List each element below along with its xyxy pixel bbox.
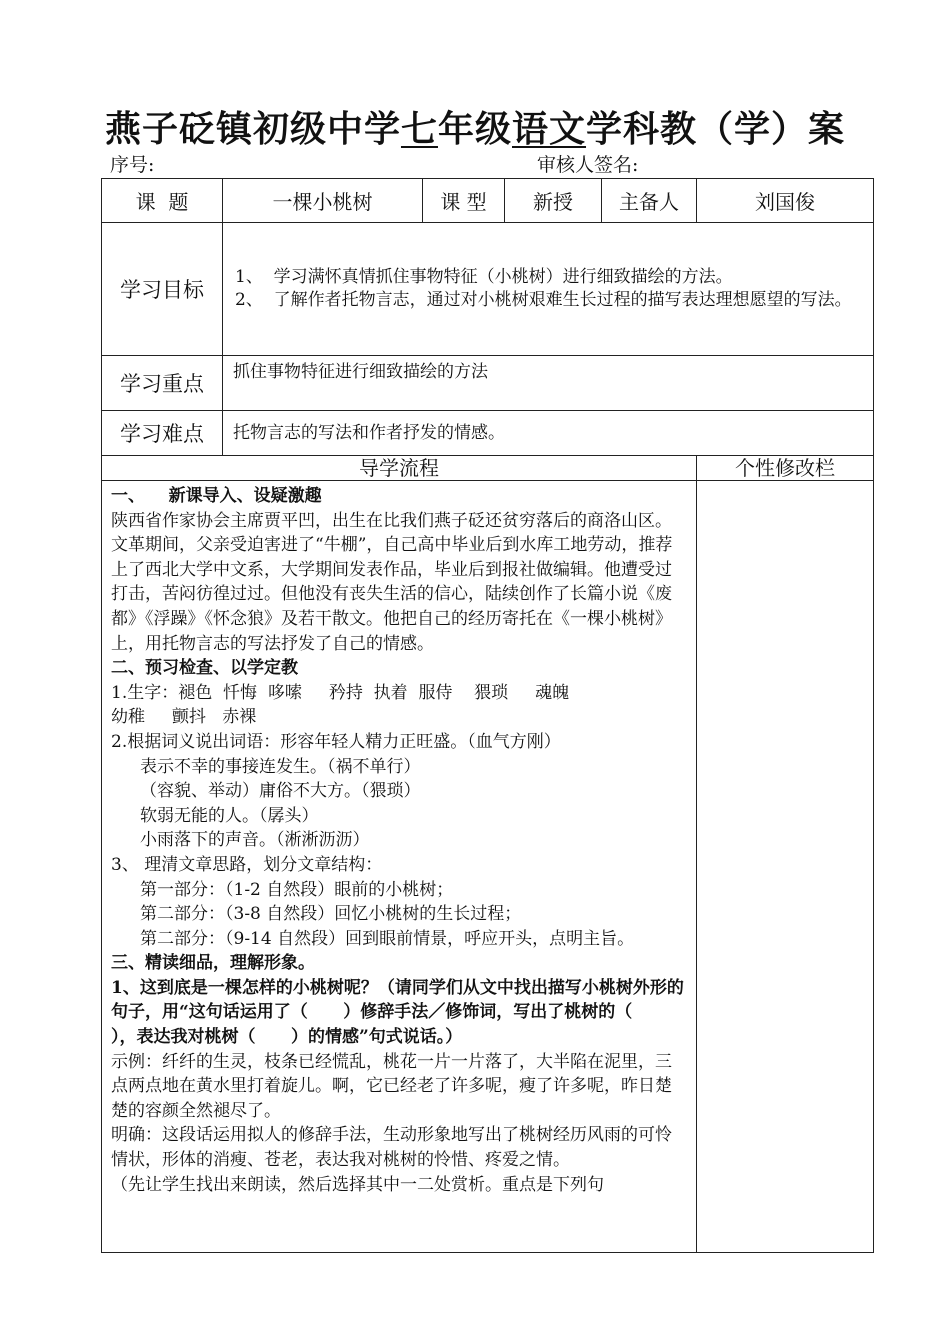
flow-line: 软弱无能的人。（孱头） (140, 805, 319, 826)
flow-line: 小雨落下的声音。（淅淅沥沥） (140, 830, 370, 851)
flow-header-row (102, 456, 874, 481)
flow-line: 3、 理清文章思路，划分文章结构： (111, 854, 383, 875)
flow-heading: 导学流程 (102, 456, 697, 481)
flow-line: （容貌、举动）庸俗不大方。（猥琐） (140, 781, 421, 802)
flow-line: 第二部分：（9-14 自然段）回到眼前情景，呼应开头，点明主旨。 (140, 928, 635, 949)
title-school: 燕子砭镇初级中学 (104, 108, 401, 150)
flow-line: 第一部分：（1-2 自然段）眼前的小桃树； (140, 879, 454, 900)
key-points-row (102, 356, 874, 411)
goals-label: 学习目标 (102, 223, 223, 356)
flow-line: 表示不幸的事接连发生。（祸不单行） (140, 756, 421, 777)
flow-line: 2.根据词义说出词语：形容年轻人精力正旺盛。（血气方刚） (111, 731, 561, 752)
difficulties-text: 托物言志的写法和作者抒发的情感。 (223, 411, 874, 456)
goals-content (223, 223, 874, 356)
flow-line: 二、预习检查、以学定教 (111, 658, 298, 679)
lesson-plan-table (101, 178, 874, 1253)
flow-line: 第二部分：（3-8 自然段）回忆小桃树的生长过程； (140, 904, 522, 925)
goal-item: 2、 了解作者托物言志，通过对小桃树艰难生长过程的描写表达理想愿望的写法。 (235, 290, 852, 310)
flow-line: 示例：纤纤的生灵，枝条已经慌乱，桃花一片一片落了，大半陷在泥里，三点两点地在黄水里打着旋儿。啊，它已经老了许多呢，瘦了许多呢，昨日楚楚的容颜全然褪尽了。 (111, 1051, 672, 1121)
flow-line: 明确：这段话运用拟人的修辞手法，生动形象地写出了桃树经历风雨的可怜情状，形体的消瘦、苍老，表达我对桃树的怜惜、疼爱之情。 (111, 1125, 672, 1171)
flow-line: 1.生字：褪色 忏悔 哆嗦 矜持 执着 服侍 猥琐 魂魄 (111, 682, 570, 703)
topic-label: 课 题 (102, 179, 223, 223)
difficulties-label: 学习难点 (102, 411, 223, 456)
title-suffix: 学科教（学）案 (586, 108, 846, 150)
serial-label: 序号: (110, 154, 155, 176)
flow-line: 陕西省作家协会主席贾平凹，出生在比我们燕子砭还贫穷落后的商洛山区。文革期间，父亲受迫害进了“牛棚”，自己高中毕业后到水库工地劳动，推荐上了西北大学中文系，大学期间发表作品，毕业后到报社做编辑。他遭受过打击，苦闷彷徨过过。但他没有丧失生活的信心，陆续创作了长篇小说《废都》《浮躁》《怀念狼》及若干散文。他把自己的经历寄托在《一棵小桃树》上，用托物言志的写法抒发了自己的情感。 (111, 510, 673, 654)
flow-content (102, 481, 697, 1253)
type-value: 新授 (505, 179, 602, 223)
preparer-label: 主备人 (602, 179, 697, 223)
key-points-text: 抓住事物特征进行细致描绘的方法 (223, 356, 874, 411)
side-heading: 个性修改栏 (697, 456, 874, 481)
flow-line: 三、精读细品，理解形象。 (111, 953, 315, 974)
preparer-value: 刘国俊 (697, 179, 874, 223)
key-points-label: 学习重点 (102, 356, 223, 411)
title-grade: 七 (400, 108, 438, 150)
topic-value: 一棵小桃树 (223, 179, 423, 223)
type-label: 课 型 (423, 179, 505, 223)
title-subject: 语文 (512, 108, 587, 150)
title-grade-suffix: 年级 (437, 108, 512, 150)
difficulties-row (102, 411, 874, 456)
goals-row (102, 223, 874, 356)
flow-line: 幼稚 颤抖 赤裸 (111, 707, 257, 728)
goal-item: 1、 学习满怀真情抓住事物特征（小桃树）进行细致描绘的方法。 (235, 267, 733, 287)
revision-column[interactable] (697, 481, 874, 1253)
flow-line: 1、这到底是一棵怎样的小桃树呢？（请同学们从文中找出描写小桃树外形的句子，用“这句话运用了（ ）修辞手法／修饰词，写出了桃树的（ ），表达我对桃树（ ）的情感”句式说话。） (111, 977, 684, 1048)
page-title (0, 106, 950, 152)
reviewer-label: 审核人签名: (537, 154, 639, 176)
info-row (102, 179, 874, 223)
flow-line: （先让学生找出来朗读，然后选择其中一二处赏析。重点是下列句 (111, 1174, 604, 1195)
flow-line: 一、 新课导入、设疑激趣 (111, 486, 322, 506)
flow-body-row (102, 481, 874, 1253)
